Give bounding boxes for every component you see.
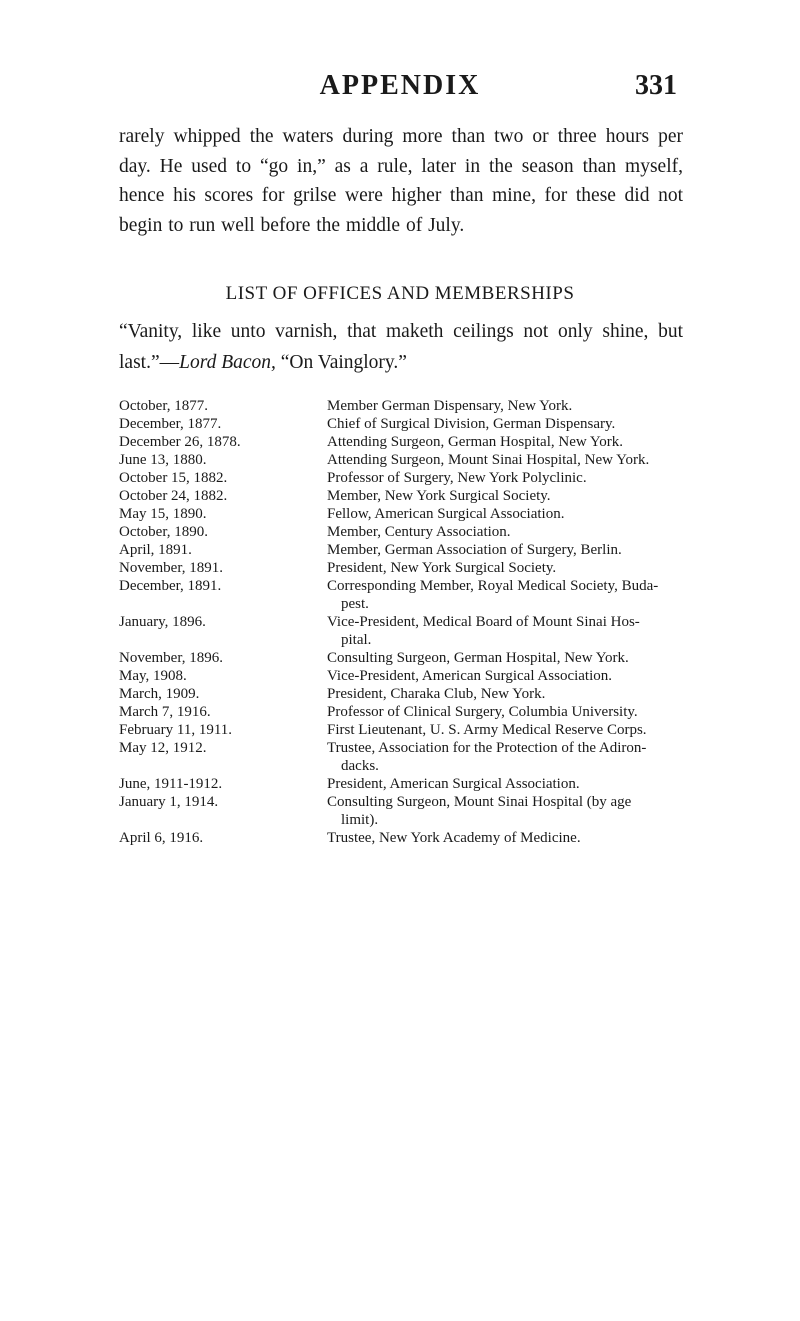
office-row [119, 667, 719, 685]
office-title-text: President, American Surgical Association. [327, 776, 580, 792]
page-number: 331 [635, 70, 677, 101]
running-head [0, 70, 800, 106]
office-title [327, 649, 719, 667]
office-row [119, 505, 719, 523]
office-title [327, 829, 719, 847]
office-title-text: Trustee, Association for the Protection of the Adiron- [327, 740, 647, 756]
office-title-text: Vice-President, Medical Board of Mount Sinai Hos- [327, 614, 640, 630]
office-title-text: Member, New York Surgical Society. [327, 488, 551, 504]
office-title-text: Attending Surgeon, German Hospital, New York. [327, 434, 623, 450]
office-row [119, 433, 719, 451]
office-title-continuation: dacks. [341, 758, 379, 774]
office-title-text: Chief of Surgical Division, German Dispensary. [327, 416, 616, 432]
office-title [327, 775, 719, 793]
office-title [327, 739, 719, 775]
office-date: January, 1896. [119, 614, 206, 630]
office-date: October, 1877. [119, 398, 208, 414]
office-title [327, 541, 719, 559]
office-date: October 15, 1882. [119, 470, 228, 486]
office-title-text: Member German Dispensary, New York. [327, 398, 573, 414]
office-row [119, 829, 719, 847]
epigraph-author: Lord Bacon, [179, 352, 276, 373]
offices-list [119, 397, 719, 847]
office-title-text: Corresponding Member, Royal Medical Society, Buda- [327, 578, 659, 594]
office-date: May 12, 1912. [119, 740, 207, 756]
office-date: December, 1877. [119, 416, 222, 432]
office-title [327, 559, 719, 577]
office-date: April 6, 1916. [119, 830, 204, 846]
office-title-text: Attending Surgeon, Mount Sinai Hospital, New York. [327, 452, 650, 468]
office-title-continuation: pital. [341, 632, 372, 648]
office-row [119, 649, 719, 667]
office-row [119, 541, 719, 559]
office-date: June 13, 1880. [119, 452, 207, 468]
office-title-text: Professor of Surgery, New York Polyclinic. [327, 470, 587, 486]
office-title-text: President, New York Surgical Society. [327, 560, 557, 576]
office-title [327, 469, 719, 487]
section-heading: LIST OF OFFICES AND MEMBERSHIPS [225, 283, 575, 304]
office-title-text: President, Charaka Club, New York. [327, 686, 546, 702]
office-date: November, 1896. [119, 650, 223, 666]
office-title [327, 487, 719, 505]
office-row [119, 559, 719, 577]
office-title-text: Fellow, American Surgical Association. [327, 506, 565, 522]
office-title [327, 703, 719, 721]
office-row [119, 739, 719, 775]
office-title-text: Consulting Surgeon, Mount Sinai Hospital (by age [327, 794, 632, 810]
office-date: October 24, 1882. [119, 488, 228, 504]
office-date: November, 1891. [119, 560, 223, 576]
office-title-continuation: limit). [341, 812, 379, 828]
office-row [119, 577, 719, 613]
office-date: December, 1891. [119, 578, 222, 594]
office-title [327, 505, 719, 523]
office-title-text: First Lieutenant, U. S. Army Medical Reserve Corps. [327, 722, 647, 738]
office-title [327, 433, 719, 451]
office-title-text: Consulting Surgeon, German Hospital, New York. [327, 650, 629, 666]
office-title [327, 451, 719, 469]
running-title: APPENDIX [319, 70, 481, 101]
office-row [119, 397, 719, 415]
office-row [119, 793, 719, 829]
office-row [119, 523, 719, 541]
office-date: October, 1890. [119, 524, 208, 540]
office-title [327, 793, 719, 829]
epigraph-source: “On Vainglory.” [275, 352, 407, 373]
office-title-text: Trustee, New York Academy of Medicine. [327, 830, 581, 846]
office-title [327, 613, 719, 649]
office-row [119, 415, 719, 433]
epigraph [119, 316, 683, 378]
office-title [327, 721, 719, 739]
office-title-text: Vice-President, American Surgical Association. [327, 668, 613, 684]
office-date: June, 1911-1912. [119, 776, 223, 792]
office-title [327, 577, 719, 613]
office-date: May, 1908. [119, 668, 187, 684]
office-title-text: Professor of Clinical Surgery, Columbia University. [327, 704, 638, 720]
office-title-text: Member, German Association of Surgery, Berlin. [327, 542, 622, 558]
office-row [119, 451, 719, 469]
office-row [119, 775, 719, 793]
office-row [119, 469, 719, 487]
office-row [119, 685, 719, 703]
office-title [327, 667, 719, 685]
office-row [119, 487, 719, 505]
office-row [119, 703, 719, 721]
body-paragraph: rarely whipped the waters during more than two or three hours per day. He used to “go in,” as a rule, later in the season than myself, hence his scores for grilse were higher than mine, for these did not begin to run well before the middle of July. [119, 126, 683, 236]
office-title [327, 685, 719, 703]
epigraph-quote: “Vanity, like unto varnish, that maketh ceilings not only shine, but last.”— [119, 321, 683, 373]
office-date: February 11, 1911. [119, 722, 233, 738]
office-title [327, 523, 719, 541]
office-date: March 7, 1916. [119, 704, 211, 720]
office-title-text: Member, Century Association. [327, 524, 511, 540]
office-date: March, 1909. [119, 686, 200, 702]
office-date: May 15, 1890. [119, 506, 207, 522]
office-title-continuation: pest. [341, 596, 369, 612]
office-title [327, 415, 719, 433]
office-date: December 26, 1878. [119, 434, 241, 450]
office-title [327, 397, 719, 415]
office-date: April, 1891. [119, 542, 192, 558]
office-row [119, 721, 719, 739]
office-row [119, 613, 719, 649]
office-date: January 1, 1914. [119, 794, 219, 810]
